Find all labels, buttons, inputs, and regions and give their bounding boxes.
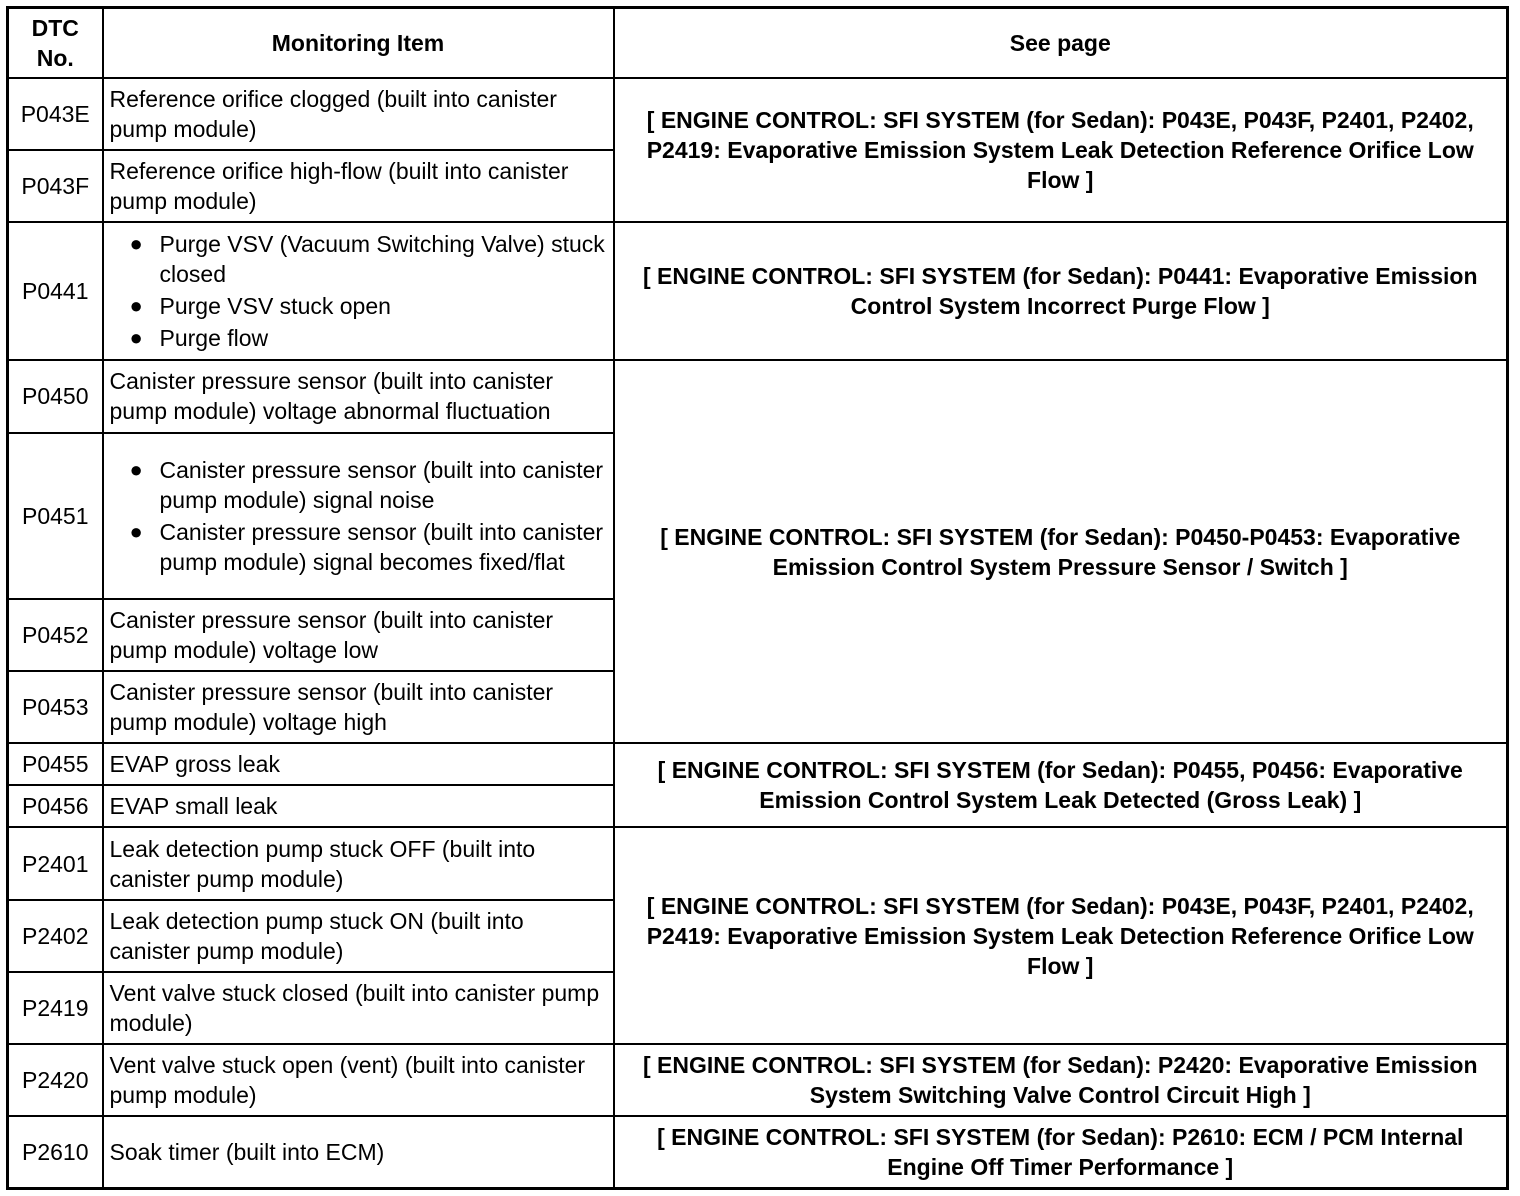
bullet-item: ● Purge VSV (Vacuum Switching Valve) stuck closed (130, 229, 609, 289)
dtc-code: P0455 (8, 743, 103, 785)
monitoring-item: Vent valve stuck closed (built into canister pump module) (103, 972, 614, 1044)
monitoring-item (103, 222, 614, 360)
see-page-ref: [ ENGINE CONTROL: SFI SYSTEM (for Sedan): P2420: Evaporative Emission System Switching Valve Control Circuit High ] (614, 1044, 1508, 1116)
monitoring-item (103, 433, 614, 599)
dtc-code: P043E (8, 78, 103, 150)
table-row (8, 360, 1508, 432)
dtc-code: P0451 (8, 433, 103, 599)
see-page-ref: [ ENGINE CONTROL: SFI SYSTEM (for Sedan): P043E, P043F, P2401, P2402, P2419: Evaporative Emission System Leak Detection Reference Orifice Low Flow ] (614, 78, 1508, 222)
bullet-item: ● Canister pressure sensor (built into canister pump module) signal noise (130, 455, 609, 515)
dtc-code: P0453 (8, 671, 103, 743)
table-row (8, 222, 1508, 360)
see-page-ref: [ ENGINE CONTROL: SFI SYSTEM (for Sedan): P0455, P0456: Evaporative Emission Control System Leak Detected (Gross Leak) ] (614, 743, 1508, 827)
dtc-table (6, 6, 1509, 1190)
monitoring-item: Reference orifice high-flow (built into canister pump module) (103, 150, 614, 222)
monitoring-item: Soak timer (built into ECM) (103, 1116, 614, 1188)
dtc-code: P0456 (8, 785, 103, 827)
see-page-ref: [ ENGINE CONTROL: SFI SYSTEM (for Sedan): P2610: ECM / PCM Internal Engine Off Timer Performance ] (614, 1116, 1508, 1188)
dtc-code: P0441 (8, 222, 103, 360)
dtc-code: P2401 (8, 827, 103, 899)
header-see-page: See page (614, 8, 1508, 78)
table-row (8, 1044, 1508, 1116)
dtc-code: P2420 (8, 1044, 103, 1116)
monitoring-item: Leak detection pump stuck ON (built into canister pump module) (103, 900, 614, 972)
see-page-ref: [ ENGINE CONTROL: SFI SYSTEM (for Sedan): P043E, P043F, P2401, P2402, P2419: Evaporative Emission System Leak Detection Reference Orifice Low Flow ] (614, 827, 1508, 1044)
dtc-code: P043F (8, 150, 103, 222)
bullet-item: ● Canister pressure sensor (built into canister pump module) signal becomes fixed/flat (130, 517, 609, 577)
see-page-ref: [ ENGINE CONTROL: SFI SYSTEM (for Sedan): P0441: Evaporative Emission Control System Incorrect Purge Flow ] (614, 222, 1508, 360)
monitoring-item: Canister pressure sensor (built into canister pump module) voltage high (103, 671, 614, 743)
bullet-item: ● Purge VSV stuck open (130, 291, 609, 321)
bullet-list (110, 455, 609, 577)
dtc-code: P2610 (8, 1116, 103, 1188)
bullet-item: ● Purge flow (130, 323, 609, 353)
monitoring-item: EVAP gross leak (103, 743, 614, 785)
bullet-list (110, 229, 609, 353)
table-row (8, 1116, 1508, 1188)
monitoring-item: Reference orifice clogged (built into canister pump module) (103, 78, 614, 150)
monitoring-item: Vent valve stuck open (vent) (built into canister pump module) (103, 1044, 614, 1116)
table-row (8, 827, 1508, 899)
monitoring-item: Canister pressure sensor (built into canister pump module) voltage abnormal fluctuation (103, 360, 614, 432)
dtc-code: P0450 (8, 360, 103, 432)
table-row (8, 78, 1508, 150)
dtc-code: P2419 (8, 972, 103, 1044)
dtc-code: P0452 (8, 599, 103, 671)
see-page-ref: [ ENGINE CONTROL: SFI SYSTEM (for Sedan): P0450-P0453: Evaporative Emission Control System Pressure Sensor / Switch ] (614, 360, 1508, 743)
dtc-code: P2402 (8, 900, 103, 972)
monitoring-item: Leak detection pump stuck OFF (built into canister pump module) (103, 827, 614, 899)
header-monitoring-item: Monitoring Item (103, 8, 614, 78)
monitoring-item: EVAP small leak (103, 785, 614, 827)
header-row (8, 8, 1508, 78)
monitoring-item: Canister pressure sensor (built into canister pump module) voltage low (103, 599, 614, 671)
header-dtc-no: DTC No. (8, 8, 103, 78)
table-row (8, 743, 1508, 785)
